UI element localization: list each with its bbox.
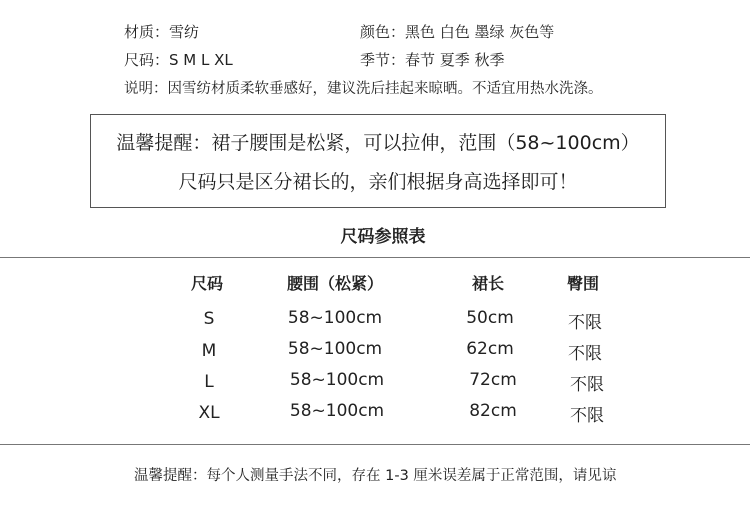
cell-size: M	[201, 341, 217, 361]
cell-size: XL	[198, 403, 220, 423]
header-hip: 臀围	[566, 274, 599, 293]
cell-waist: 58~100cm	[287, 308, 383, 328]
cell-size: S	[203, 309, 215, 329]
spec-color: 颜色：黑色 白色 墨绿 灰色等	[360, 23, 555, 41]
notice-line-2: 尺码只是区分裙长的，亲们根据身高选择即可！	[178, 171, 578, 193]
spec-note: 说明：因雪纺材质柔软垂感好，建议洗后挂起来晾晒。不适宜用热水洗涤。	[124, 81, 603, 97]
spec-size: 尺码：S M L XL	[124, 51, 233, 69]
size-table-title: 尺码参照表	[340, 227, 426, 247]
cell-length: 50cm	[466, 308, 514, 328]
spec-material: 材质：雪纺	[124, 23, 200, 41]
cell-hip: 不限	[568, 313, 602, 333]
cell-hip: 不限	[568, 344, 602, 364]
notice-line-1: 温馨提醒：裙子腰围是松紧，可以拉伸，范围（58~100cm）	[116, 132, 640, 154]
cell-hip: 不限	[570, 375, 604, 395]
cell-waist: 58~100cm	[289, 370, 385, 390]
notice-box	[90, 114, 666, 208]
spec-season: 季节：春节 夏季 秋季	[360, 51, 505, 69]
footer-note: 温馨提醒：每个人测量手法不同，存在 1-3 厘米误差属于正常范围，请见谅	[134, 468, 617, 484]
cell-length: 72cm	[469, 370, 517, 390]
cell-waist: 58~100cm	[287, 339, 383, 359]
cell-length: 62cm	[466, 339, 514, 359]
table-bottom-rule	[0, 444, 750, 445]
cell-length: 82cm	[469, 401, 517, 421]
header-size: 尺码	[190, 274, 223, 293]
table-top-rule	[0, 257, 750, 258]
header-length: 裙长	[471, 274, 504, 293]
cell-waist: 58~100cm	[289, 401, 385, 421]
cell-size: L	[204, 372, 214, 392]
cell-hip: 不限	[570, 406, 604, 426]
header-waist: 腰围（松紧）	[286, 274, 383, 293]
